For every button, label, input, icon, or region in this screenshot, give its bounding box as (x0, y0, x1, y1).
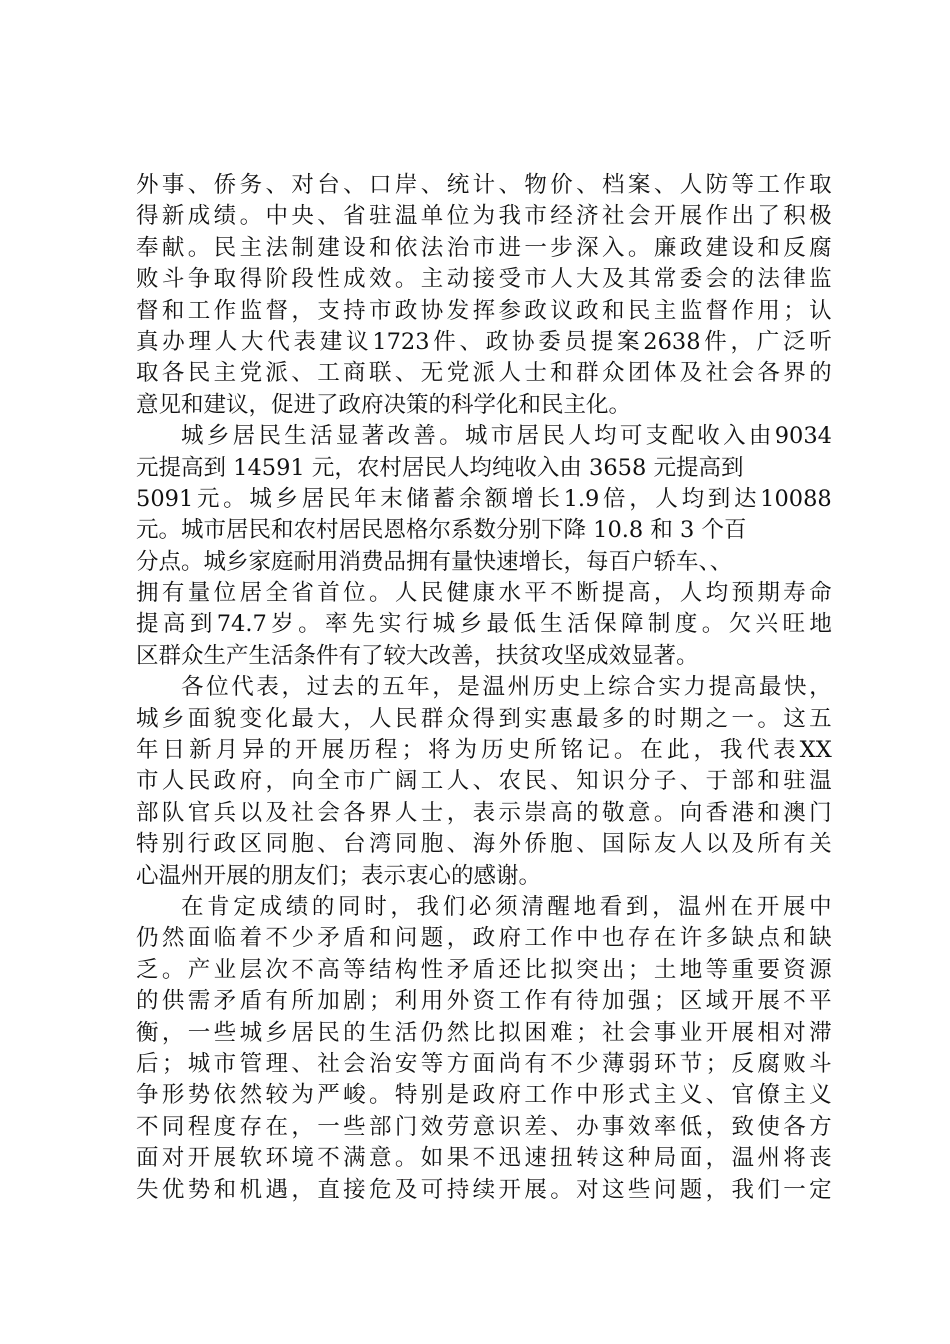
text-line: 特 别 行 政 区 同 胞 、 台 湾 同 胞 、 海 外 侨 胞 、 国 际 友 人 以 及 所 有 关 (136, 831, 832, 858)
text-line: 败 斗 争 取 得 阶 段 性 成 效 。 主 动 接 受 市 人 大 及 其 常 委 会 的 法 律 监 (136, 266, 832, 293)
body-text (136, 170, 832, 1206)
text-line: 不 同 程 度 存 在 ， 一 些 部 门 效 劳 意 识 差 、 办 事 效 率 低 ， 致 使 各 方 (136, 1113, 832, 1140)
text-line: 面 对 开 展 软 环 境 不 满 意 。 如 果 不 迅 速 扭 转 这 种 局 面 ， 温 州 将 丧 (136, 1145, 832, 1172)
text-line: 奉 献 。 民 主 法 制 建 设 和 依 法 治 市 进 一 步 深 入 。 廉 政 建 设 和 反 腐 (136, 234, 832, 261)
text-line: 元提高到 14591 元，农村居民人均纯收入由 3658 元提高到 (136, 454, 744, 481)
text-line: 市 人 民 政 府 ， 向 全 市 广 阔 工 人 、 农 民 、 知 识 分 子 、 于 部 和 驻 温 (136, 768, 832, 795)
text-line: 区群众生产生活条件有了较大改善，扶贫攻坚成效显著。 (136, 642, 699, 669)
text-line: 外 事 、 侨 务 、 对 台 、 口 岸 、 统 计 、 物 价 、 档 案 、 人 防 等 工 作 取 (136, 172, 832, 198)
text-line: 各 位 代 表 ， 过 去 的 五 年 ， 是 温 州 历 史 上 综 合 实 力 提 高 最 快 ， (181, 674, 832, 701)
text-line: 元。城市居民和农村居民恩格尔系数分别下降 10.8 和 3 个百 (136, 517, 747, 544)
text-line: 意见和建议，促进了政府决策的科学化和民主化。 (136, 391, 632, 418)
text-line: 仍 然 面 临 着 不 少 矛 盾 和 问 题 ， 政 府 工 作 中 也 存 在 许 多 缺 点 和 缺 (136, 925, 832, 952)
text-line: 的 供 需 矛 盾 有 所 加 剧 ； 利 用 外 资 工 作 有 待 加 强 ； 区 域 开 展 不 平 (136, 988, 832, 1015)
text-line: 提 高 到 74.7 岁 。 率 先 实 行 城 乡 最 低 生 活 保 障 制 度 。 欠 兴 旺 地 (136, 611, 832, 638)
text-line: 分点。城乡家庭耐用消费品拥有量快速增长，每百户轿车、、 (136, 548, 733, 575)
text-line: 心温州开展的朋友们；表示衷心的感谢。 (136, 862, 542, 889)
text-line: 部 队 官 兵 以 及 社 会 各 界 人 士 ， 表 示 崇 高 的 敬 意 。 向 香 港 和 澳 门 (136, 799, 832, 826)
text-line: 后 ； 城 市 管 理 、 社 会 治 安 等 方 面 尚 有 不 少 薄 弱 环 节 ； 反 腐 败 斗 (136, 1050, 832, 1077)
text-line: 在 肯 定 成 绩 的 同 时 ， 我 们 必 须 清 醒 地 看 到 ， 温 州 在 开 展 中 (181, 893, 832, 920)
text-line: 城 乡 面 貌 变 化 最 大 ， 人 民 群 众 得 到 实 惠 最 多 的 时 期 之 一 。 这 五 (136, 705, 832, 732)
text-line: 得 新 成 绩 。 中 央 、 省 驻 温 单 位 为 我 市 经 济 社 会 开 展 作 出 了 积 极 (136, 203, 832, 230)
text-line: 城 乡 居 民 生 活 显 著 改 善 。 城 市 居 民 人 均 可 支 配 收 入 由 9034 (181, 423, 832, 450)
text-line: 拥 有 量 位 居 全 省 首 位 。 人 民 健 康 水 平 不 断 提 高 ， 人 均 预 期 寿 命 (136, 580, 832, 607)
text-line: 取 各 民 主 党 派 、 工 商 联 、 无 党 派 人 士 和 群 众 团 体 及 社 会 各 界 的 (136, 360, 832, 387)
text-line: 年 日 新 月 异 的 开 展 历 程 ； 将 为 历 史 所 铭 记 。 在 此 ， 我 代 表 XX (136, 737, 832, 764)
text-line: 真 办 理 人 大 代 表 建 议 1723 件 、 政 协 委 员 提 案 2638 件 ， 广 泛 听 (136, 328, 832, 355)
text-line: 衡 ， 一 些 城 乡 居 民 的 生 活 仍 然 比 拟 困 难 ； 社 会 事 业 开 展 相 对 滞 (136, 1019, 832, 1046)
text-line: 乏 。 产 业 层 次 不 高 等 结 构 性 矛 盾 还 比 拟 突 出 ； 土 地 等 重 要 资 源 (136, 956, 832, 983)
text-line: 失 优 势 和 机 遇 ， 直 接 危 及 可 持 续 开 展 。 对 这 些 问 题 ， 我 们 一 定 (136, 1176, 832, 1203)
text-line: 5091 元 。 城 乡 居 民 年 末 储 蓄 余 额 增 长 1.9 倍 ， 人 均 到 达 10088 (136, 485, 832, 512)
text-line: 争 形 势 依 然 较 为 严 峻 。 特 别 是 政 府 工 作 中 形 式 主 义 、 官 僚 主 义 (136, 1082, 832, 1109)
text-line: 督 和 工 作 监 督 ， 支 持 市 政 协 发 挥 参 政 议 政 和 民 主 监 督 作 用 ； 认 (136, 297, 832, 324)
